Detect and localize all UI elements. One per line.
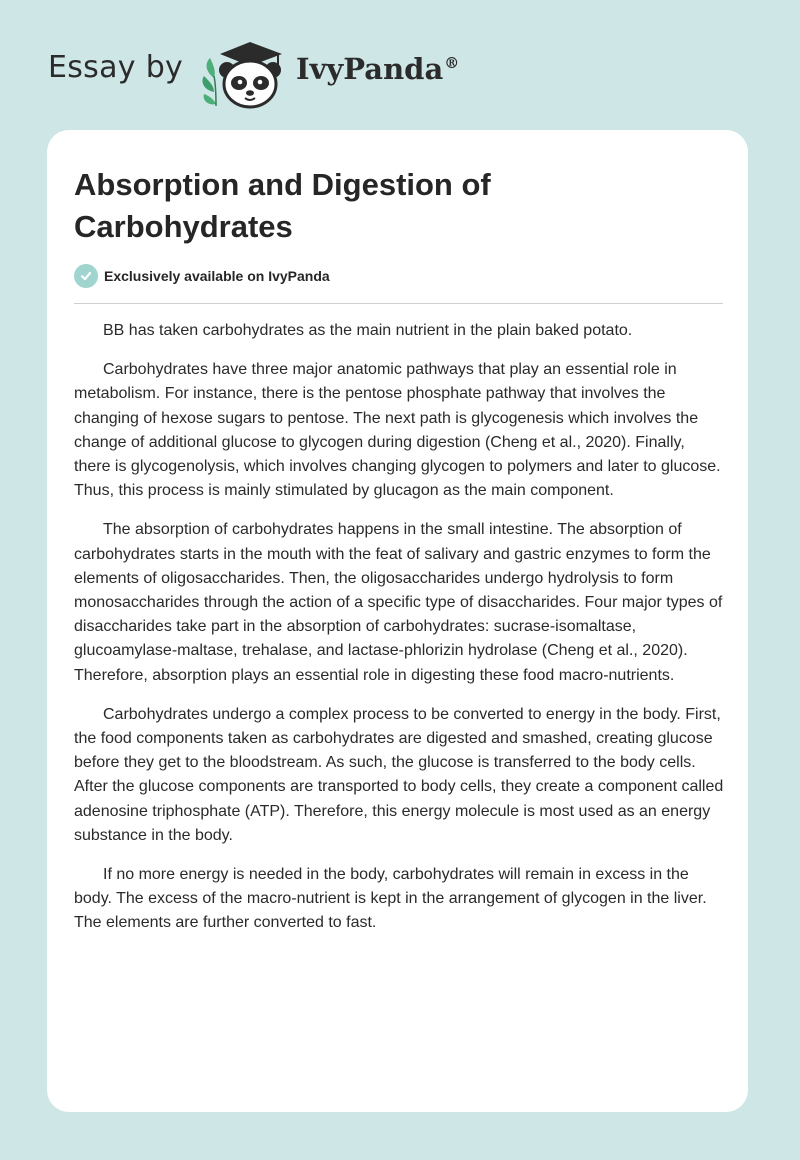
check-icon — [74, 264, 98, 288]
registered-mark: ® — [444, 54, 460, 73]
essay-paragraph: If no more energy is needed in the body, carbohydrates will remain in excess in the body. The excess of the macro-nutrient is kept in the arrangement of glycogen in the liver. The elements are further converted to fast. — [74, 866, 707, 932]
essay-paragraph: Carbohydrates undergo a complex process to be converted to energy in the body. First, the food components taken as carbohydrates are digested and smashed, creating glucose before they get to the bloodstream. As such, the glucose is transferred to the body cells. After the glucose components are transported to body cells, they create a component called adenosine triphosphate (ATP). Therefore, this energy molecule is most used as an energy substance in the body. — [74, 705, 724, 844]
essay-body — [74, 319, 725, 951]
essay-paragraph: BB has taken carbohydrates as the main nutrient in the plain baked potato. — [103, 322, 633, 339]
essay-paragraph: The absorption of carbohydrates happens in the small intestine. The absorption of carbohydrates starts in the mouth with the feat of salivary and gastric enzymes to form the elements of oligosaccharides. Then, the oligosaccharides undergo hydrolysis to form monosaccharides through the action of a specific type of disaccharides. Four major types of disaccharides take part in the absorption of carbohydrates: sucrase-isomaltase, glucoamylase-maltase, trehalase, and lactase-phlorizin hydrolase (Cheng et al., 2020). Therefore, absorption plays an essential role in digesting these food macro-nutrients. — [74, 521, 723, 684]
title-divider — [74, 303, 723, 304]
brand-name-text: IvyPanda — [296, 52, 444, 86]
panda-logo-icon[interactable] — [200, 36, 292, 110]
essay-title: Absorption and Digestion of Carbohydrates — [74, 167, 491, 244]
essay-by-label: Essay by — [48, 50, 184, 85]
essay-paragraph: Carbohydrates have three major anatomic pathways that play an essential role in metabolism. For instance, there is the pentose phosphate pathway that involves the changing of hexose sugars to pentose. The next path is glycogenesis which involves the change of additional glucose to glycogen during digestion (Cheng et al., 2020). Finally, there is glycogenolysis, which involves changing glycogen to polymers and later to glucose. Thus, this process is mainly stimulated by glucagon as the main component. — [74, 361, 721, 500]
exclusive-badge-label: Exclusively available on IvyPanda — [104, 268, 330, 284]
essay-card — [47, 130, 748, 1112]
exclusive-badge — [74, 263, 330, 289]
brand-name[interactable] — [296, 52, 459, 86]
site-header — [0, 0, 800, 130]
